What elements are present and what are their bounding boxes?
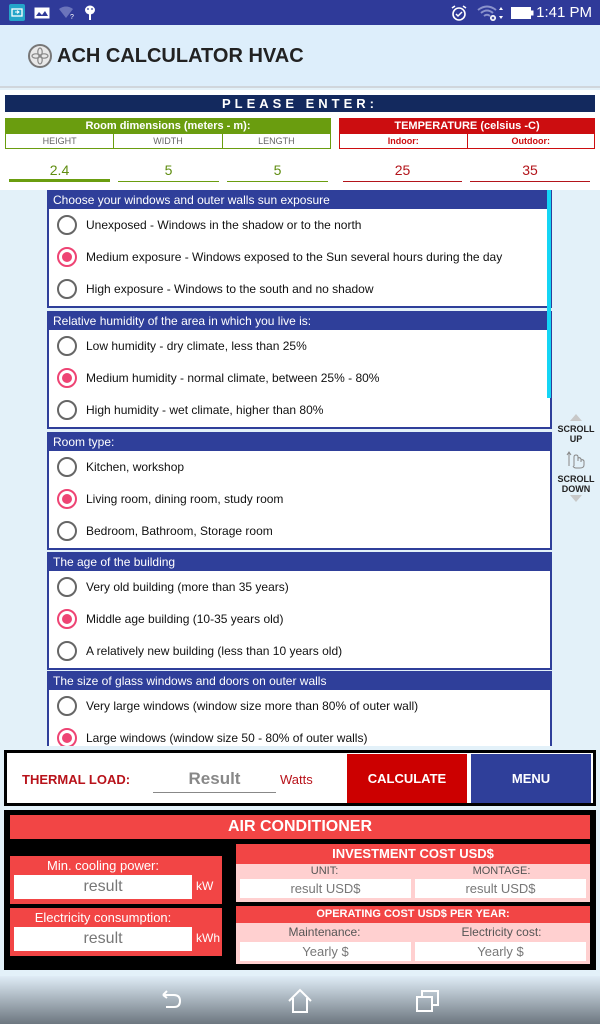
option-label: Living room, dining room, study room <box>86 492 284 506</box>
thermal-load-row <box>4 750 596 806</box>
group-title: The size of glass windows and doors on outer walls <box>49 673 550 690</box>
option-label: Unexposed - Windows in the shadow or to the north <box>86 218 362 232</box>
radio-button[interactable] <box>57 400 77 420</box>
recents-icon[interactable] <box>413 986 443 1016</box>
maintenance-value: Yearly $ <box>240 942 411 961</box>
radio-button[interactable] <box>57 521 77 541</box>
clock: 1:41 PM <box>536 4 592 21</box>
radio-button[interactable] <box>57 279 77 299</box>
thermal-load-label: THERMAL LOAD: <box>22 772 131 787</box>
scroll-up-label-2[interactable]: UP <box>569 434 583 444</box>
electricity-consumption-unit: kWh <box>196 931 220 945</box>
thermal-load-unit: Watts <box>280 772 313 787</box>
min-cooling-power-box <box>10 856 222 904</box>
radio-option[interactable] <box>49 330 550 362</box>
scroll-control[interactable] <box>556 414 596 502</box>
radio-button[interactable] <box>57 457 77 477</box>
operating-cost-title: OPERATING COST USD$ PER YEAR: <box>236 906 590 923</box>
option-label: A relatively new building (less than 10 years old) <box>86 644 343 658</box>
radio-button[interactable] <box>57 577 77 597</box>
investment-cost-title: INVESTMENT COST USD$ <box>236 844 590 864</box>
group-title: Choose your windows and outer walls sun exposure <box>49 192 550 209</box>
radio-button-selected[interactable] <box>57 489 77 509</box>
fan-icon <box>28 44 52 68</box>
indoor-temperature-input[interactable]: 25 <box>343 160 462 182</box>
radio-option[interactable] <box>49 603 550 635</box>
height-column-label: HEIGHT <box>6 134 114 148</box>
electricity-consumption-value: result <box>14 927 192 951</box>
menu-button[interactable]: MENU <box>471 754 591 803</box>
option-label: High humidity - wet climate, higher than 80% <box>86 403 324 417</box>
investment-cost-box <box>236 844 590 902</box>
scroll-down-arrow-icon[interactable] <box>570 495 582 502</box>
radio-option[interactable] <box>49 394 550 426</box>
radio-button-selected[interactable] <box>57 368 77 388</box>
width-input[interactable]: 5 <box>118 160 219 182</box>
group-title: The age of the building <box>49 554 550 571</box>
option-label: Large windows (window size 50 - 80% of outer walls) <box>86 731 368 745</box>
scroll-down-label-2[interactable]: DOWN <box>561 484 591 494</box>
electricity-consumption-box <box>10 908 222 956</box>
air-conditioner-title: AIR CONDITIONER <box>10 815 590 839</box>
options-scroll-area[interactable] <box>0 190 600 746</box>
min-cooling-power-value: result <box>14 875 192 899</box>
scrollbar-thumb[interactable] <box>547 190 551 398</box>
radio-button[interactable] <box>57 696 77 716</box>
android-debug-icon <box>84 4 96 21</box>
swipe-hand-icon <box>556 444 596 474</box>
window-size-group <box>47 671 552 746</box>
radio-option[interactable] <box>49 451 550 483</box>
wifi-icon <box>476 4 508 21</box>
room-type-group <box>47 432 552 550</box>
radio-option[interactable] <box>49 209 550 241</box>
thermal-load-result: Result <box>153 766 276 793</box>
building-age-group <box>47 552 552 670</box>
radio-button-selected[interactable] <box>57 247 77 267</box>
radio-option[interactable] <box>49 722 550 746</box>
air-conditioner-panel <box>4 810 596 970</box>
electricity-consumption-label: Electricity consumption: <box>34 910 172 925</box>
radio-button-selected[interactable] <box>57 609 77 629</box>
radio-option[interactable] <box>49 515 550 547</box>
unit-cost-label: UNIT: <box>310 865 339 877</box>
wifi-unknown-icon <box>58 4 76 21</box>
scroll-up-arrow-icon[interactable] <box>570 414 582 421</box>
radio-option[interactable] <box>49 483 550 515</box>
alarm-icon <box>450 4 468 21</box>
montage-cost-value: result USD$ <box>415 879 586 898</box>
room-dimensions-header <box>5 118 331 150</box>
min-cooling-power-label: Min. cooling power: <box>47 858 159 873</box>
height-input[interactable]: 2.4 <box>9 160 110 182</box>
radio-option[interactable] <box>49 362 550 394</box>
scroll-up-label[interactable]: SCROLL <box>557 424 595 434</box>
width-column-label: WIDTH <box>114 134 222 148</box>
remote-desktop-icon <box>9 4 25 21</box>
length-input[interactable]: 5 <box>227 160 328 182</box>
radio-option[interactable] <box>49 273 550 305</box>
option-label: Very old building (more than 35 years) <box>86 580 289 594</box>
back-icon[interactable] <box>157 986 187 1016</box>
calculate-button[interactable]: CALCULATE <box>347 754 467 803</box>
radio-button-selected[interactable] <box>57 728 77 746</box>
maintenance-label: Maintenance: <box>288 925 361 939</box>
unit-cost-value: result USD$ <box>240 879 411 898</box>
temperature-title: TEMPERATURE (celsius -C) <box>339 118 595 134</box>
sun-exposure-group <box>47 190 552 308</box>
radio-button[interactable] <box>57 641 77 661</box>
option-label: Bedroom, Bathroom, Storage room <box>86 524 273 538</box>
option-label: Low humidity - dry climate, less than 25% <box>86 339 307 353</box>
radio-option[interactable] <box>49 635 550 667</box>
length-column-label: LENGTH <box>258 136 295 146</box>
radio-option[interactable] <box>49 571 550 603</box>
option-label: Middle age building (10-35 years old) <box>86 612 284 626</box>
radio-button[interactable] <box>57 215 77 235</box>
home-icon[interactable] <box>285 986 315 1016</box>
outdoor-column-label: Outdoor: <box>511 136 550 146</box>
room-dimensions-title: Room dimensions (meters - m): <box>5 118 331 134</box>
option-label: Medium humidity - normal climate, between 25% - 80% <box>86 371 380 385</box>
min-cooling-power-unit: kW <box>196 879 214 893</box>
radio-option[interactable] <box>49 690 550 722</box>
option-label: High exposure - Windows to the south and no shadow <box>86 282 374 296</box>
group-title: Relative humidity of the area in which you live is: <box>49 313 550 330</box>
image-icon <box>34 4 50 21</box>
group-title: Room type: <box>49 434 550 451</box>
indoor-column-label: Indoor: <box>340 134 468 148</box>
app-title: ACH CALCULATOR HVAC <box>57 45 304 67</box>
humidity-group <box>47 311 552 429</box>
scroll-down-label[interactable]: SCROLL <box>557 474 595 484</box>
please-enter-banner: PLEASE ENTER: <box>5 95 595 112</box>
svg-text:?: ? <box>70 13 74 20</box>
option-label: Medium exposure - Windows exposed to the Sun several hours during the day <box>86 250 503 264</box>
option-label: Very large windows (window size more than 80% of outer wall) <box>86 699 419 713</box>
app-title-bar <box>0 25 600 88</box>
montage-cost-label: MONTAGE: <box>472 865 531 877</box>
temperature-header <box>339 118 595 150</box>
status-bar <box>0 0 600 25</box>
electricity-cost-label: Electricity cost: <box>461 925 542 939</box>
operating-cost-box <box>236 906 590 964</box>
system-nav-bar <box>0 976 600 1024</box>
battery-icon <box>511 4 535 21</box>
outdoor-temperature-input[interactable]: 35 <box>470 160 590 182</box>
option-label: Kitchen, workshop <box>86 460 185 474</box>
radio-button[interactable] <box>57 336 77 356</box>
electricity-cost-value: Yearly $ <box>415 942 586 961</box>
radio-option[interactable] <box>49 241 550 273</box>
